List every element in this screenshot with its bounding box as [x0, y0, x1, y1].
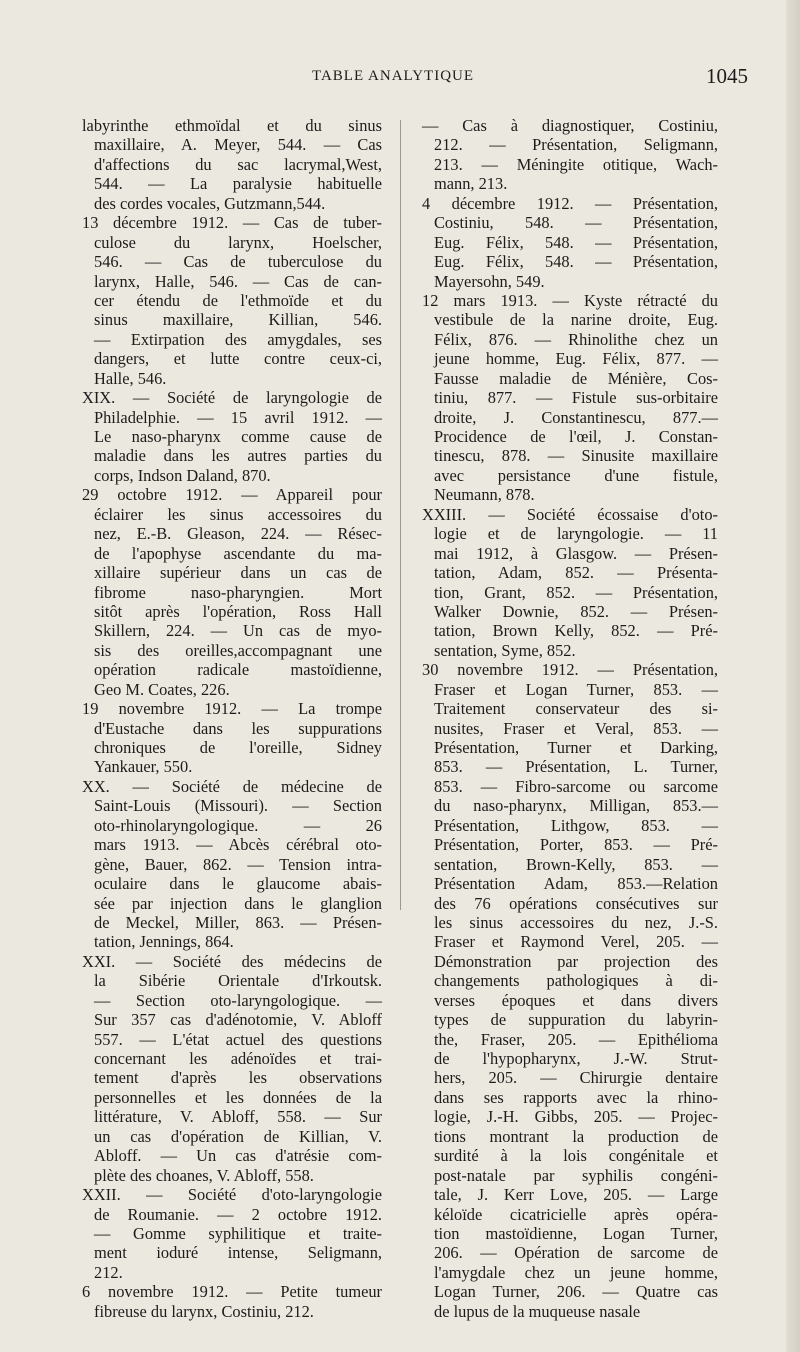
text-line: 212. — Présentation, Seligmann, — [434, 135, 718, 155]
text-line: tion mastoïdienne, Logan Turner, — [434, 1223, 718, 1243]
text-line: sentation, Syme, 852. — [434, 640, 576, 660]
text-line: droite, J. Constantinescu, 877.— — [434, 407, 718, 427]
text-line: Sur 357 cas d'adénotomie, V. Abloff — [94, 1010, 382, 1030]
text-line: corps, Indson Daland, 870. — [94, 465, 271, 485]
text-line: Fraser et Logan Turner, 853. — — [434, 679, 718, 699]
text-line: vestibule de la narine droite, Eug. — [434, 310, 718, 330]
text-line: des cordes vocales, Gutzmann,544. — [94, 193, 326, 213]
text-line: tinescu, 878. — Sinusite maxillaire — [434, 446, 718, 466]
text-line: oto-rhinolaryngologique. — 26 — [94, 815, 382, 835]
text-line: dans ses rapports avec la rhino- — [434, 1087, 718, 1107]
text-line: avec persistance d'une fistule, — [434, 465, 718, 485]
running-title: TABLE ANALYTIQUE — [312, 68, 475, 84]
text-line: changements pathologiques à di- — [434, 971, 718, 991]
text-line: — Extirpation des amygdales, ses — [94, 329, 382, 349]
text-line: opération radicale mastoïdienne, — [94, 660, 382, 680]
text-line: Félix, 876. — Rhinolithe chez un — [434, 329, 718, 349]
text-line: XX. — Société de médecine de — [82, 776, 382, 796]
text-line: Procidence de l'œil, J. Constan- — [434, 427, 718, 446]
text-line: mars 1913. — Abcès cérébral oto- — [94, 835, 382, 855]
text-line: maladie dans les autres parties du — [94, 446, 382, 466]
text-line: 30 novembre 1912. — Présentation, — [422, 660, 718, 680]
text-line: Présentation, Porter, 853. — Pré- — [434, 835, 718, 855]
text-line: mann, 213. — [434, 174, 508, 194]
text-line: — Cas à diagnostiquer, Costiniu, — [422, 116, 718, 135]
text-line: Philadelphie. — 15 avril 1912. — — [94, 407, 382, 427]
text-line: 19 novembre 1912. — La trompe — [82, 699, 382, 719]
text-line: surdité à la lois congénitale et — [434, 1146, 718, 1166]
text-line: tement d'après les observations — [94, 1068, 382, 1088]
text-line: 206. — Opération de sarcome de — [434, 1243, 718, 1263]
text-line: hers, 205. — Chirurgie dentaire — [434, 1068, 718, 1088]
text-line: Le naso-pharynx comme cause de — [94, 427, 382, 446]
text-line: d'Eustache dans les suppurations — [94, 718, 382, 738]
text-line: littérature, V. Abloff, 558. — Sur — [94, 1107, 382, 1127]
text-line: concernant les adénoïdes et trai- — [94, 1049, 382, 1068]
text-line: xillaire supérieur dans un cas de — [94, 563, 382, 583]
text-line: XIX. — Société de laryngologie de — [82, 388, 382, 408]
column-divider — [400, 120, 401, 910]
text-line: verses époques et dans divers — [434, 990, 718, 1010]
left-column — [82, 116, 382, 1321]
text-line: 213. — Méningite otitique, Wach- — [434, 154, 718, 174]
text-line: dangers, et lutte contre ceux-ci, — [94, 349, 382, 369]
text-line: Saint-Louis (Missouri). — Section — [94, 796, 382, 816]
text-line: tale, J. Kerr Love, 205. — Large — [434, 1185, 718, 1205]
text-line: 853. — Fibro-sarcome ou sarcome — [434, 776, 718, 796]
text-line: tions montrant la production de — [434, 1126, 718, 1146]
text-line: nez, E.-B. Gleason, 224. — Résec- — [94, 524, 382, 544]
text-line: sée par injection dans le glanglion — [94, 893, 382, 913]
page-header — [0, 64, 800, 92]
text-line: labyrinthe ethmoïdal et du sinus — [82, 116, 382, 135]
text-line: maxillaire, A. Meyer, 544. — Cas — [94, 135, 382, 155]
text-line: personnelles et les données de la — [94, 1087, 382, 1107]
text-line: 546. — Cas de tuberculose du — [94, 252, 382, 272]
text-line: nusites, Fraser et Veral, 853. — — [434, 718, 718, 738]
text-line: l'amygdale chez un jeune homme, — [434, 1262, 718, 1282]
text-line: sitôt après l'opération, Ross Hall — [94, 601, 382, 621]
text-line: tion, Grant, 852. — Présentation, — [434, 582, 718, 602]
text-line: Eug. Félix, 548. — Présentation, — [434, 232, 718, 252]
text-line: fibreuse du larynx, Costiniu, 212. — [94, 1301, 314, 1321]
text-line: logie, J.-H. Gibbs, 205. — Projec- — [434, 1107, 718, 1127]
text-line: ment ioduré intense, Seligmann, — [94, 1243, 382, 1263]
text-line: du naso-pharynx, Milligan, 853.— — [434, 796, 718, 816]
text-line: 29 octobre 1912. — Appareil pour — [82, 485, 382, 505]
text-line: de Meckel, Miller, 863. — Présen- — [94, 912, 382, 932]
text-line: 544. — La paralysie habituelle — [94, 174, 382, 194]
text-line: — Section oto-laryngologique. — — [94, 990, 382, 1010]
text-line: cer étendu de l'ethmoïde et du — [94, 290, 382, 310]
text-line: un cas d'opération de Killian, V. — [94, 1126, 382, 1146]
text-line: d'affections du sac lacrymal,West, — [94, 154, 382, 174]
text-line: tation, Jennings, 864. — [94, 932, 234, 952]
text-line: XXIII. — Société écossaise d'oto- — [422, 504, 718, 524]
text-line: Halle, 546. — [94, 368, 167, 388]
text-line: tation, Adam, 852. — Présenta- — [434, 563, 718, 583]
text-line: types de suppuration du labyrin- — [434, 1010, 718, 1030]
text-line: XXI. — Société des médecins de — [82, 951, 382, 971]
text-line: de l'hypopharynx, J.-W. Strut- — [434, 1049, 718, 1068]
text-line: Abloff. — Un cas d'atrésie com- — [94, 1146, 382, 1166]
text-line: sinus maxillaire, Killian, 546. — [94, 310, 382, 330]
right-column — [422, 116, 718, 1321]
text-line: sentation, Brown-Kelly, 853. — — [434, 854, 718, 874]
text-line: des 76 opérations consécutives sur — [434, 893, 718, 913]
page-edge — [786, 0, 800, 1352]
text-line: 4 décembre 1912. — Présentation, — [422, 193, 718, 213]
text-line: larynx, Halle, 546. — Cas de can- — [94, 271, 382, 291]
text-line: de Roumanie. — 2 octobre 1912. — [94, 1204, 382, 1224]
text-line: — Gomme syphilitique et traite- — [94, 1223, 382, 1243]
text-line: Walker Downie, 852. — Présen- — [434, 601, 718, 621]
text-line: 557. — L'état actuel des questions — [94, 1029, 382, 1049]
text-line: fibrome naso-pharyngien. Mort — [94, 582, 382, 602]
text-line: Eug. Félix, 548. — Présentation, — [434, 252, 718, 272]
text-line: 12 mars 1913. — Kyste rétracté du — [422, 290, 718, 310]
text-line: sis des oreilles,accompagnant une — [94, 640, 382, 660]
text-line: post-natale par syphilis congéni- — [434, 1165, 718, 1185]
text-line: Présentation Adam, 853.—Relation — [434, 874, 718, 894]
text-line: Démonstration par projection des — [434, 951, 718, 971]
text-line: Logan Turner, 206. — Quatre cas — [434, 1282, 718, 1302]
text-line: Geo M. Coates, 226. — [94, 679, 230, 699]
text-line: Neumann, 878. — [434, 485, 535, 505]
text-line: kéloïde cicatricielle après opéra- — [434, 1204, 718, 1224]
text-line: 6 novembre 1912. — Petite tumeur — [82, 1282, 382, 1302]
text-line: culose du larynx, Hoelscher, — [94, 232, 382, 252]
text-line: Traitement conservateur des si- — [434, 699, 718, 719]
text-line: tation, Brown Kelly, 852. — Pré- — [434, 621, 718, 641]
text-line: Présentation, Turner et Darking, — [434, 738, 718, 757]
text-line: de l'apophyse ascendante du ma- — [94, 543, 382, 563]
text-line: Fraser et Raymond Verel, 205. — — [434, 932, 718, 952]
text-line: de lupus de la muqueuse nasale — [434, 1301, 641, 1321]
text-line: Fausse maladie de Ménière, Cos- — [434, 368, 718, 388]
text-line: XXII. — Société d'oto-laryngologie — [82, 1185, 382, 1205]
text-line: 212. — [94, 1262, 123, 1282]
text-line: éclairer les sinus accessoires du — [94, 504, 382, 524]
text-line: Présentation, Lithgow, 853. — — [434, 815, 718, 835]
text-line: la Sibérie Orientale d'Irkoutsk. — [94, 971, 382, 991]
text-line: 13 décembre 1912. — Cas de tuber- — [82, 213, 382, 233]
page-number: 1045 — [706, 64, 748, 88]
text-line: tiniu, 877. — Fistule sus-orbitaire — [434, 388, 718, 408]
text-line: Costiniu, 548. — Présentation, — [434, 213, 718, 233]
text-line: jeune homme, Eug. Félix, 877. — — [434, 349, 718, 369]
text-line: chroniques de l'oreille, Sidney — [94, 738, 382, 757]
text-line: mai 1912, à Glasgow. — Présen- — [434, 543, 718, 563]
text-line: logie et de laryngologie. — 11 — [434, 524, 718, 544]
text-line: plète des choanes, V. Abloff, 558. — [94, 1165, 314, 1185]
text-line: les sinus accessoires du nez, J.-S. — [434, 912, 718, 932]
text-line: the, Fraser, 205. — Epithélioma — [434, 1029, 718, 1049]
text-line: oculaire dans le glaucome abais- — [94, 874, 382, 894]
text-line: Skillern, 224. — Un cas de myo- — [94, 621, 382, 641]
text-line: Yankauer, 550. — [94, 757, 193, 777]
text-line: gène, Bauer, 862. — Tension intra- — [94, 854, 382, 874]
text-line: Mayersohn, 549. — [434, 271, 545, 291]
text-line: 853. — Présentation, L. Turner, — [434, 757, 718, 777]
